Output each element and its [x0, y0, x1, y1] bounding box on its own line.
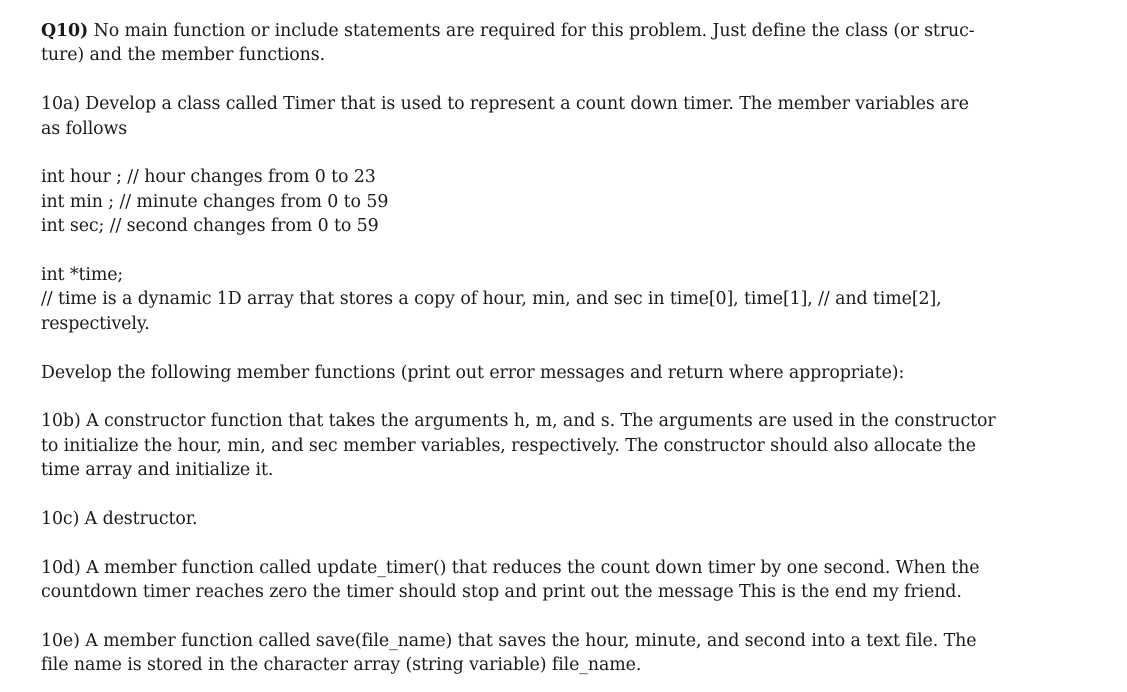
time-comment-line-2: respectively. — [41, 313, 150, 334]
q10d-text — [41, 556, 1001, 605]
var-min: int min ; // minute changes from 0 to 59 — [41, 191, 389, 212]
q10a-text — [41, 92, 1001, 141]
var-hour: int hour ; // hour changes from 0 to 23 — [41, 167, 376, 188]
q10e-text — [41, 629, 1001, 678]
var-sec: int sec; // second changes from 0 to 59 — [41, 216, 379, 237]
q10e-line-1: 10e) A member function called save(file_name) that saves the hour, minute, and second into a text file. The — [41, 631, 977, 652]
time-pointer — [41, 263, 1001, 336]
q10c-text — [41, 507, 1001, 531]
q10b-line-2: to initialize the hour, min, and sec member variables, respectively. The constructor should also allocate the — [41, 435, 976, 456]
problem-document — [41, 19, 1001, 678]
develop-instructions — [41, 361, 1001, 385]
q10b-line-1: 10b) A constructor function that takes the arguments h, m, and s. The arguments are used in the constructor — [41, 411, 996, 432]
q10-intro-line-1: Q10) No main function or include statements are required for this problem. Just define the class (or struc- — [41, 21, 975, 41]
q10b-line-3: time array and initialize it. — [41, 460, 274, 481]
member-variables — [41, 165, 1001, 238]
q10d-line-1: 10d) A member function called update_timer() that reduces the count down timer by one second. When the — [41, 557, 980, 578]
q10e-line-2: file name is stored in the character array (string variable) file_name. — [41, 655, 642, 676]
time-comment-line-1: // time is a dynamic 1D array that stores a copy of hour, min, and sec in time[0], time[1], // and time[2], — [41, 289, 942, 310]
q10b-text — [41, 409, 1001, 482]
time-decl: int *time; — [41, 265, 124, 286]
q10-intro — [41, 19, 1001, 68]
q10a-line-1: 10a) Develop a class called Timer that is used to represent a count down timer. The member variables are — [41, 94, 969, 115]
q10-intro-line-2: ture) and the member functions. — [41, 45, 326, 66]
develop-line: Develop the following member functions (print out error messages and return where appropriate): — [41, 362, 905, 383]
q10d-line-2: countdown timer reaches zero the timer should stop and print out the message This is the end my friend. — [41, 582, 962, 603]
q10-label: Q10) — [41, 21, 89, 41]
q10a-line-2: as follows — [41, 118, 128, 139]
q10c-line: 10c) A destructor. — [41, 509, 198, 530]
